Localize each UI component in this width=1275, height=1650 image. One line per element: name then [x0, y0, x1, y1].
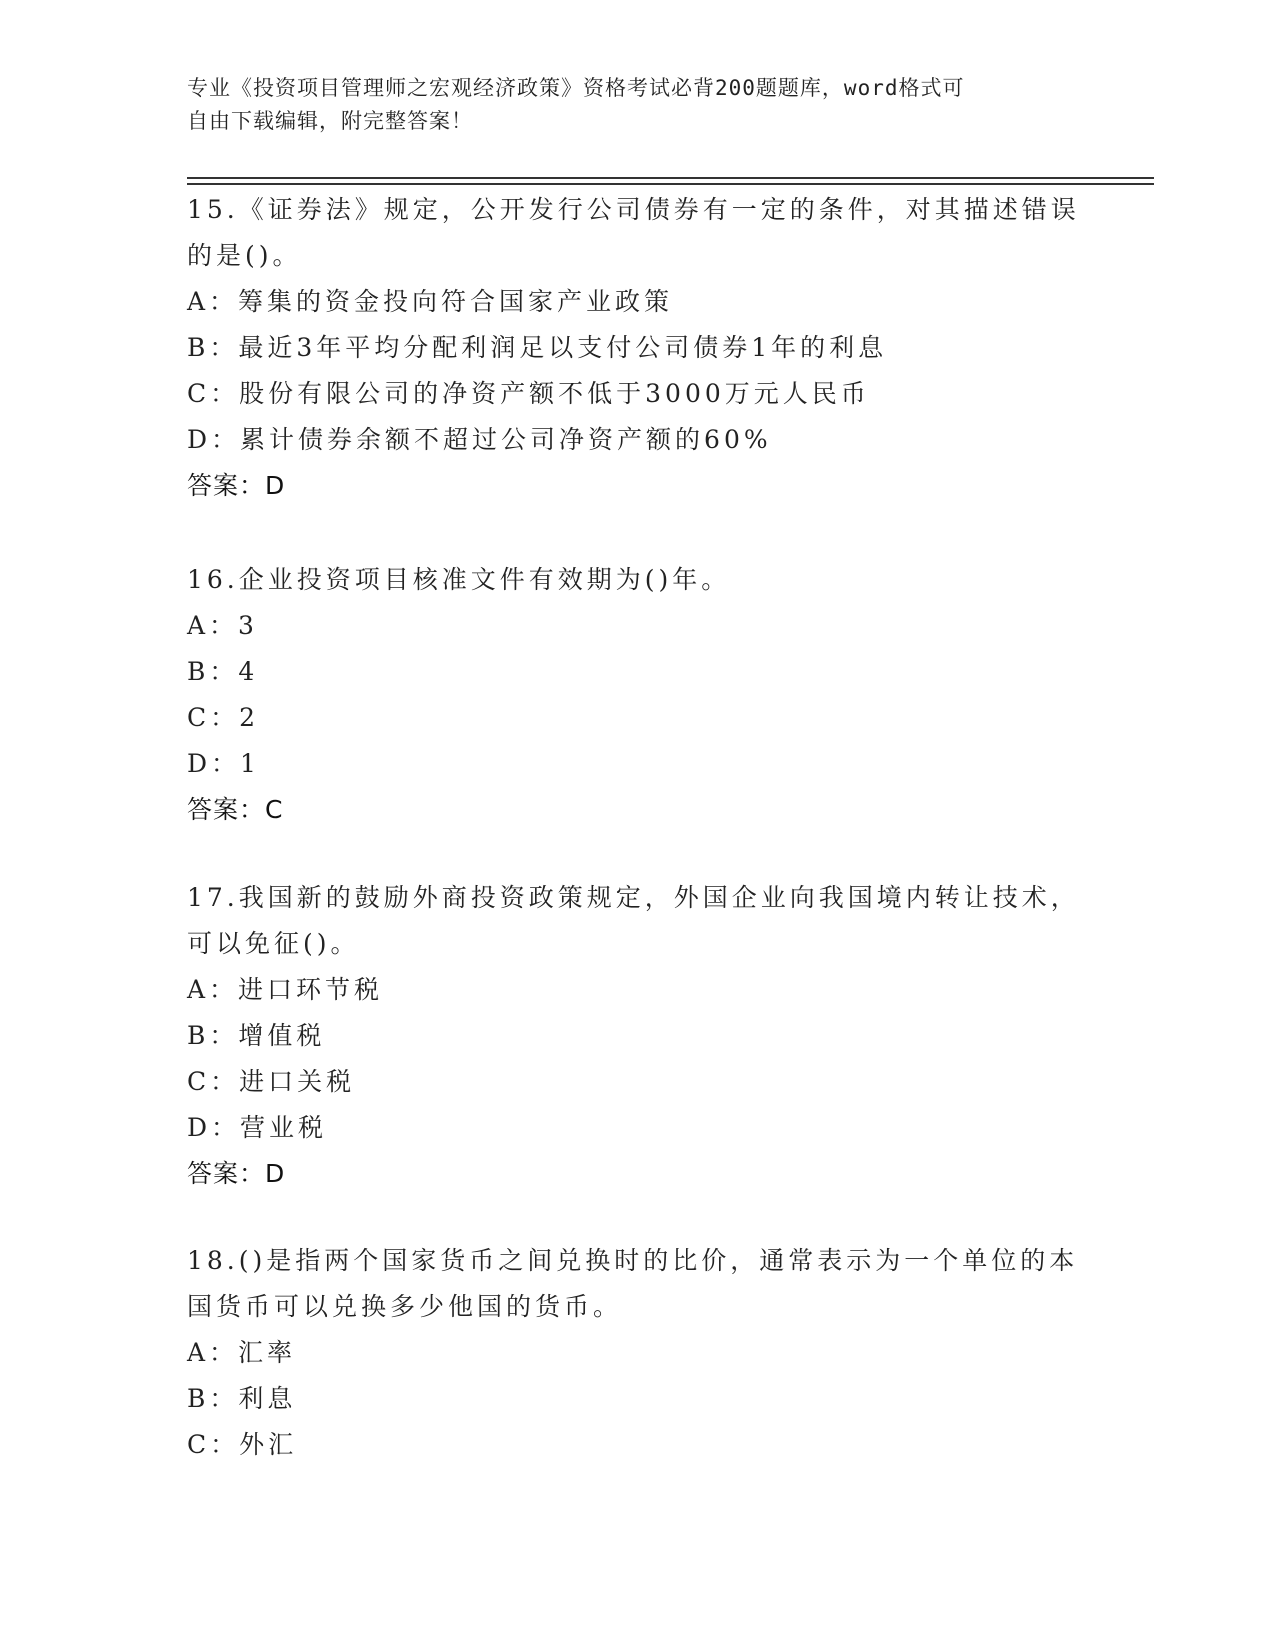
option-a: A：汇率	[187, 1338, 297, 1367]
question-stem: 16.企业投资项目核准文件有效期为()年。	[187, 565, 731, 594]
header-divider-bottom	[187, 183, 1154, 185]
option-b: B：利息	[187, 1384, 297, 1413]
question-16	[187, 557, 1077, 833]
question-17	[187, 875, 1080, 1197]
option-c: C：外汇	[187, 1430, 298, 1459]
answer-line: 答案：D	[187, 1159, 286, 1188]
question-18	[187, 1238, 1077, 1468]
header-divider-top	[187, 177, 1154, 179]
option-a: A：进口环节税	[187, 975, 384, 1004]
question-stem-continued: 国货币可以兑换多少他国的货币。	[187, 1292, 623, 1321]
question-stem: 18.()是指两个国家货币之间兑换时的比价，通常表示为一个单位的本	[187, 1246, 1079, 1275]
option-d: D：营业税	[187, 1113, 328, 1142]
header-line-2: 自由下载编辑，附完整答案！	[187, 109, 473, 133]
question-stem-continued: 可以免征()。	[187, 929, 360, 958]
option-a: A：筹集的资金投向符合国家产业政策	[187, 287, 674, 316]
question-stem: 15.《证券法》规定，公开发行公司债券有一定的条件，对其描述错误	[187, 195, 1080, 224]
option-c: C：股份有限公司的净资产额不低于3000万元人民币	[187, 379, 870, 408]
question-15	[187, 187, 1080, 509]
question-stem: 17.我国新的鼓励外商投资政策规定，外国企业向我国境内转让技术，	[187, 883, 1080, 912]
option-d: D：累计债券余额不超过公司净资产额的60%	[187, 425, 772, 454]
document-header	[187, 72, 1067, 138]
option-c: C：进口关税	[187, 1067, 356, 1096]
answer-line: 答案：D	[187, 471, 286, 500]
answer-line: 答案：C	[187, 795, 284, 824]
header-line-1: 专业《投资项目管理师之宏观经济政策》资格考试必背200题题库，word格式可	[187, 76, 965, 100]
option-c: C：2	[187, 703, 260, 732]
option-d: D：1	[187, 749, 260, 778]
option-b: B：增值税	[187, 1021, 326, 1050]
option-b: B：4	[187, 657, 259, 686]
question-stem-continued: 的是()。	[187, 241, 302, 270]
option-b: B：最近3年平均分配利润足以支付公司债券1年的利息	[187, 333, 888, 362]
option-a: A：3	[187, 611, 258, 640]
